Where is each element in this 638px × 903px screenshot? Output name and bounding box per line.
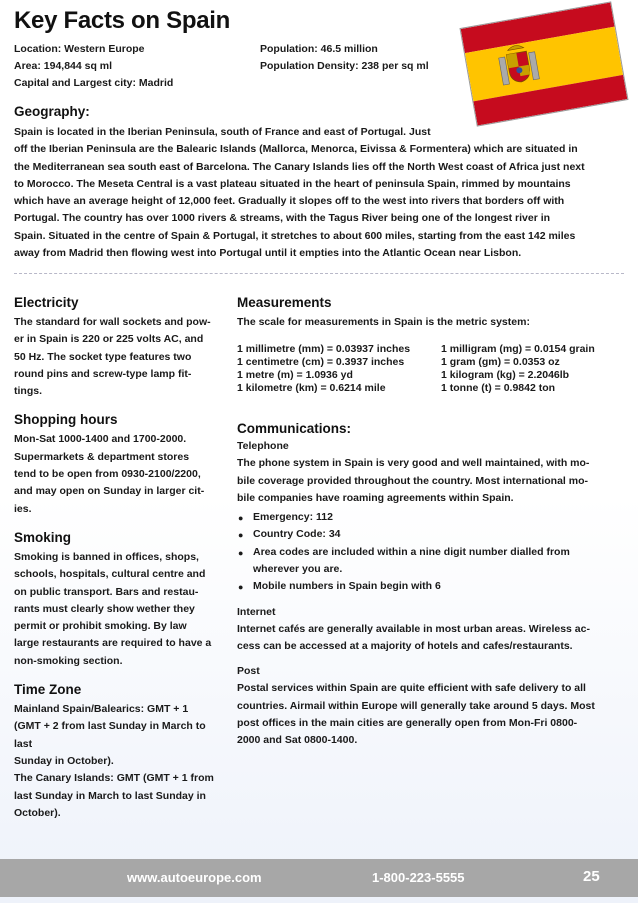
phone-number: 1-800-223-5555 (372, 870, 465, 885)
internet-text (237, 621, 627, 656)
electricity-heading: Electricity (14, 295, 79, 310)
text-line: bile companies have roaming agreements within Spain. (237, 491, 514, 504)
post-subheading: Post (237, 665, 260, 678)
conversion-table (237, 343, 627, 395)
text-line: Sunday in October). (14, 754, 114, 767)
text-line: schools, hospitals, cultural centre and (14, 568, 206, 581)
text-line: bile coverage provided throughout the country. Most international mo- (237, 474, 588, 487)
text-line: large restaurants are required to have a (14, 637, 212, 650)
communications-heading: Communications: (237, 421, 352, 437)
geography-line: Spain. Situated in the centre of Spain & Portugal, it stretches to about 600 miles, starting from the east 142 miles (14, 229, 576, 242)
telephone-subheading: Telephone (237, 440, 289, 453)
text-line: tings. (14, 385, 42, 398)
key-facts-right (260, 41, 429, 75)
list-item (237, 509, 627, 526)
text-line: countries. Airmail within Europe will generally take around 5 days. Most (237, 699, 595, 712)
shopping-section (14, 412, 229, 517)
measurements-section (237, 295, 627, 395)
conversion-length: 1 centimetre (cm) = 0.3937 inches (237, 356, 405, 369)
website-link[interactable]: www.autoeurope.com (127, 870, 262, 885)
post-text (237, 680, 627, 749)
smoking-heading: Smoking (14, 529, 72, 545)
text-line: (GMT + 2 from last Sunday in March to (14, 720, 206, 733)
text-line: er in Spain is 220 or 225 volts AC, and (14, 333, 204, 346)
list-item (237, 578, 627, 595)
left-column (14, 295, 229, 834)
shopping-text (14, 431, 229, 517)
text-line: The Canary Islands: GMT (GMT + 1 from (14, 772, 214, 785)
conversion-weight: 1 milligram (mg) = 0.0154 grain (441, 343, 595, 356)
page-title: Key Facts on Spain (14, 7, 230, 34)
bullet-text: Country Code: 34 (253, 528, 341, 541)
right-column (237, 295, 627, 749)
text-line: round pins and screw-type lamp fit- (14, 367, 192, 380)
page-footer (0, 859, 638, 897)
text-line: tend to be open from 0930-2100/2200, (14, 468, 201, 481)
text-line: October). (14, 806, 61, 819)
text-line: 50 Hz. The socket type features two (14, 350, 192, 363)
text-line: Supermarkets & department stores (14, 450, 190, 463)
conversion-length: 1 millimetre (mm) = 0.03937 inches (237, 343, 411, 356)
geography-heading: Geography: (14, 104, 90, 119)
geography-text (14, 124, 626, 262)
text-line: cess can be accessed at a majority of hotels and cafes/restaurants. (237, 639, 573, 652)
text-line: permit or prohibit smoking. By law (14, 620, 187, 633)
text-line: 2000 and Sat 0800-1400. (237, 734, 358, 747)
geography-line: which have an average height of 12,000 feet. Gradually it slopes off to the west into rivers that borders off with (14, 195, 565, 208)
list-item (237, 526, 627, 543)
conversion-length: 1 kilometre (km) = 0.6214 mile (237, 382, 386, 395)
internet-subheading: Internet (237, 605, 276, 618)
text-line: Smoking is banned in offices, shops, (14, 550, 199, 563)
smoking-section (14, 530, 229, 670)
conversion-weight: 1 tonne (t) = 0.9842 ton (441, 382, 556, 395)
measurements-heading: Measurements (237, 295, 332, 310)
communications-section (237, 421, 627, 749)
bullet-icon: ● (238, 530, 244, 541)
geography-line: off the Iberian Peninsula are the Balearic Islands (Mallorca, Menorca, Eivissa & Formentera) which are situated in (14, 143, 578, 156)
spain-flag-icon (459, 1, 628, 126)
text-line: Postal services within Spain are quite efficient with safe delivery to all (237, 682, 586, 695)
list-item (237, 544, 593, 579)
timezone-text (14, 701, 229, 822)
text-line: on public transport. Bars and restau- (14, 585, 199, 598)
measurements-intro: The scale for measurements in Spain is the metric system: (237, 316, 530, 328)
conversion-weight: 1 kilogram (kg) = 2.2046lb (441, 369, 570, 382)
bullet-text: Mobile numbers in Spain begin with 6 (253, 580, 441, 593)
page-number: 25 (583, 868, 600, 885)
text-line: The standard for wall sockets and pow- (14, 316, 211, 328)
geography-line: Spain is located in the Iberian Peninsula, south of France and east of Portugal. Just (14, 126, 431, 138)
conversion-weight: 1 gram (gm) = 0.0353 oz (441, 356, 560, 369)
timezone-heading: Time Zone (14, 682, 82, 698)
bullet-icon: ● (238, 547, 244, 558)
fact-area: Area: 194,844 sq ml (14, 60, 113, 72)
geography-line: away from Madrid then flowing west into Portugal until it empties into the Atlantic Ocean near Lisbon. (14, 247, 522, 260)
geography-line: the Mediterranean sea south east of Barcelona. The Canary Islands lies off the North West coast of Africa just next (14, 160, 585, 173)
section-divider (14, 273, 624, 275)
conversion-length: 1 metre (m) = 1.0936 yd (237, 369, 353, 382)
text-line: rants must clearly show wether they (14, 602, 195, 615)
fact-location: Location: Western Europe (14, 43, 145, 55)
geography-line: Portugal. The country has over 1000 rivers & streams, with the Tagus River being one of the longest river in (14, 212, 551, 225)
key-facts-left (14, 41, 173, 92)
text-line: post offices in the main cities are generally open from Mon-Fri 0800- (237, 716, 578, 729)
telephone-text (237, 455, 627, 507)
bullet-icon: ● (238, 582, 244, 593)
smoking-text (14, 549, 229, 670)
text-line: last Sunday in March to last Sunday in (14, 789, 206, 802)
text-line: Mainland Spain/Balearics: GMT + 1 (14, 703, 189, 716)
text-line: ies. (14, 502, 32, 515)
text-line: The phone system in Spain is very good and well maintained, with mo- (237, 457, 590, 470)
shopping-heading: Shopping hours (14, 412, 118, 428)
bullet-icon: ● (238, 513, 244, 524)
fact-population: Population: 46.5 million (260, 43, 378, 55)
fact-capital: Capital and Largest city: Madrid (14, 77, 174, 89)
geography-line: to Morocco. The Meseta Central is a vast plateau situated in the heart of peninsula Spain, rimmed by mountains (14, 177, 571, 190)
electricity-text (14, 314, 229, 400)
text-line: Internet cafés are generally available in most urban areas. Wireless ac- (237, 622, 590, 635)
telephone-bullet-list (237, 509, 627, 595)
electricity-section (14, 295, 229, 400)
text-line: Mon-Sat 1000-1400 and 1700-2000. (14, 433, 187, 446)
text-line: non-smoking section. (14, 654, 123, 667)
text-line: last (14, 737, 33, 750)
timezone-section (14, 682, 229, 822)
text-line: and may open on Sunday in larger cit- (14, 485, 205, 498)
bullet-text: Emergency: 112 (253, 511, 333, 524)
fact-density: Population Density: 238 per sq ml (260, 60, 429, 72)
bullet-text: Area codes are included within a nine digit number dialled from wherever you are. (253, 545, 570, 576)
